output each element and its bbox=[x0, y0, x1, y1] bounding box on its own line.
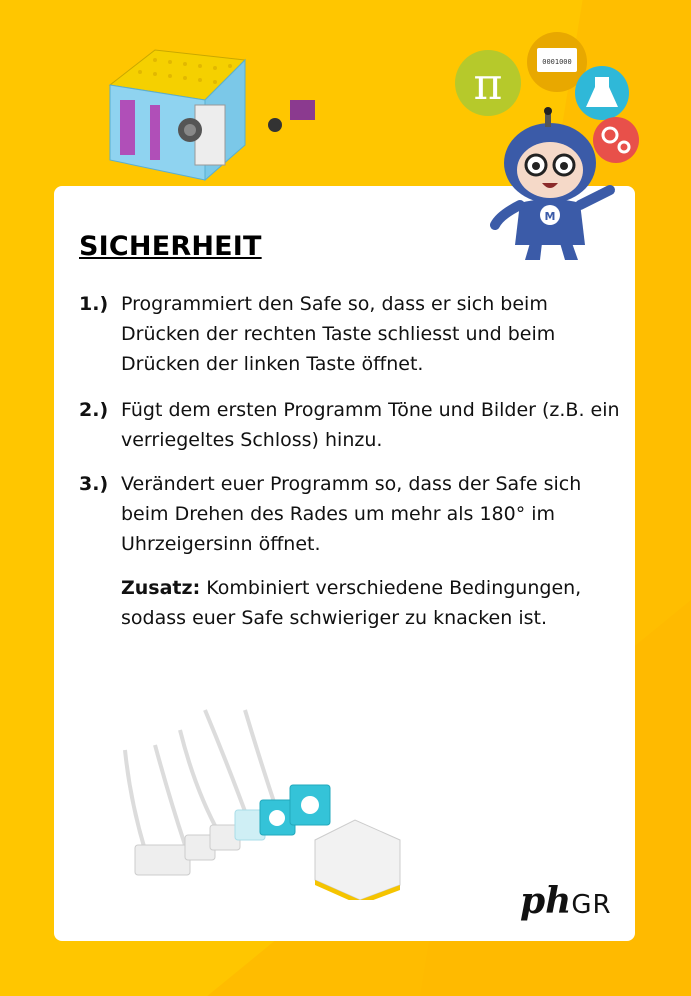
lego-sensors-image bbox=[110, 700, 410, 900]
extra-task bbox=[121, 573, 611, 633]
svg-text:0001000: 0001000 bbox=[542, 58, 572, 66]
task-text: Fügt dem ersten Programm Töne und Bilder (z.B. ein verriegeltes Schloss) hinzu. bbox=[121, 399, 620, 451]
page-title: SICHERHEIT bbox=[79, 231, 262, 262]
task-text: Programmiert den Safe so, dass er sich beim Drücken der rechten Taste schliesst und beim Drücken der linken Taste öffnet. bbox=[121, 293, 556, 375]
phgr-logo: phGR bbox=[520, 880, 612, 922]
lego-safe-model-image bbox=[95, 30, 325, 190]
extra-text: Kombiniert verschiedene Bedingungen, sodass euer Safe schwieriger zu knacken ist. bbox=[121, 577, 582, 629]
mascot-illustration bbox=[450, 15, 650, 265]
task-number: 2.) bbox=[79, 399, 109, 421]
task-number: 3.) bbox=[79, 473, 109, 495]
svg-text:M: M bbox=[544, 210, 556, 223]
task-number: 1.) bbox=[79, 293, 109, 315]
task-text: Verändert euer Programm so, dass der Safe sich beim Drehen des Rades um mehr als 180° im Uhrzeigersinn öffnet. bbox=[121, 473, 582, 555]
extra-label: Zusatz: bbox=[121, 577, 201, 599]
pi-icon: π bbox=[473, 59, 503, 110]
